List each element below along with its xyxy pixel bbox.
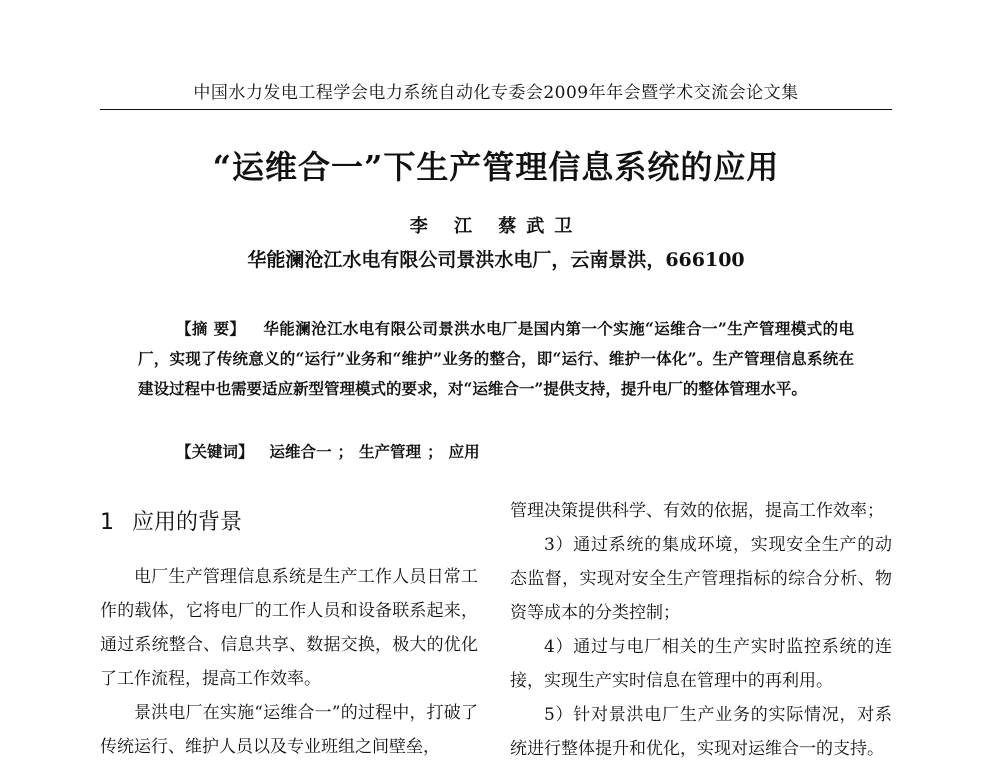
keyword: 生产管理: [359, 442, 422, 461]
list-item: 4）通过与电厂相关的生产实时监控系统的连接，实现生产实时信息在管理中的再利用。: [510, 637, 892, 691]
section-number: 1: [100, 510, 114, 535]
keyword-separator: ；: [427, 442, 443, 461]
paper-title: “运维合一”下生产管理信息系统的应用: [212, 148, 780, 186]
right-column: [510, 494, 892, 766]
section-heading: [100, 508, 478, 538]
keyword-separator: ；: [337, 442, 354, 461]
keyword: 应用: [448, 442, 480, 461]
left-column: [100, 508, 478, 764]
abstract: [138, 314, 854, 404]
body-paragraph: 电厂生产管理信息系统是生产工作人员日常工作的载体，它将电厂的工作人员和设备联系起来，通过系统整合、信息共享、数据交换，极大的优化了工作流程，提高工作效率。: [100, 567, 478, 689]
list-item: 5）针对景洪电厂生产业务的实际情况，对系统进行整体提升和优化，实现对运维合一的支持。: [510, 705, 892, 759]
running-header: 中国水力发电工程学会电力系统自动化专委会2009年年会暨学术交流会论文集: [100, 78, 892, 110]
abstract-text: 华能澜沧江水电有限公司景洪水电厂是国内第一个实施“运维合一”生产管理模式的电厂，实现了传统意义的“运行”业务和“维护”业务的整合，即“运行、维护一体化”。生产管理信息系统在建设过程中也需要适应新型管理模式的要求，对“运维合一”提供支持，提升电厂的整体管理水平。: [138, 319, 854, 398]
continuation-paragraph: 管理决策提供科学、有效的依据，提高工作效率；: [510, 501, 884, 521]
authors: 李 江 蔡武卫: [409, 216, 583, 237]
keyword: 运维合一: [269, 442, 332, 461]
affiliation: 华能澜沧江水电有限公司景洪水电厂，云南景洪，666100: [247, 249, 745, 271]
abstract-label: 【摘 要】: [176, 319, 246, 338]
list-item: 3）通过系统的集成环境，实现安全生产的动态监督，实现对安全生产管理指标的综合分析、物资等成本的分类控制；: [510, 535, 892, 623]
body-paragraph: 景洪电厂在实施“运维合一”的过程中，打破了传统运行、维护人员以及专业班组之间壁垒，: [100, 703, 478, 757]
keywords-label: 【关键词】: [176, 442, 254, 461]
section-title: 应用的背景: [132, 510, 243, 535]
keywords: [176, 438, 856, 466]
